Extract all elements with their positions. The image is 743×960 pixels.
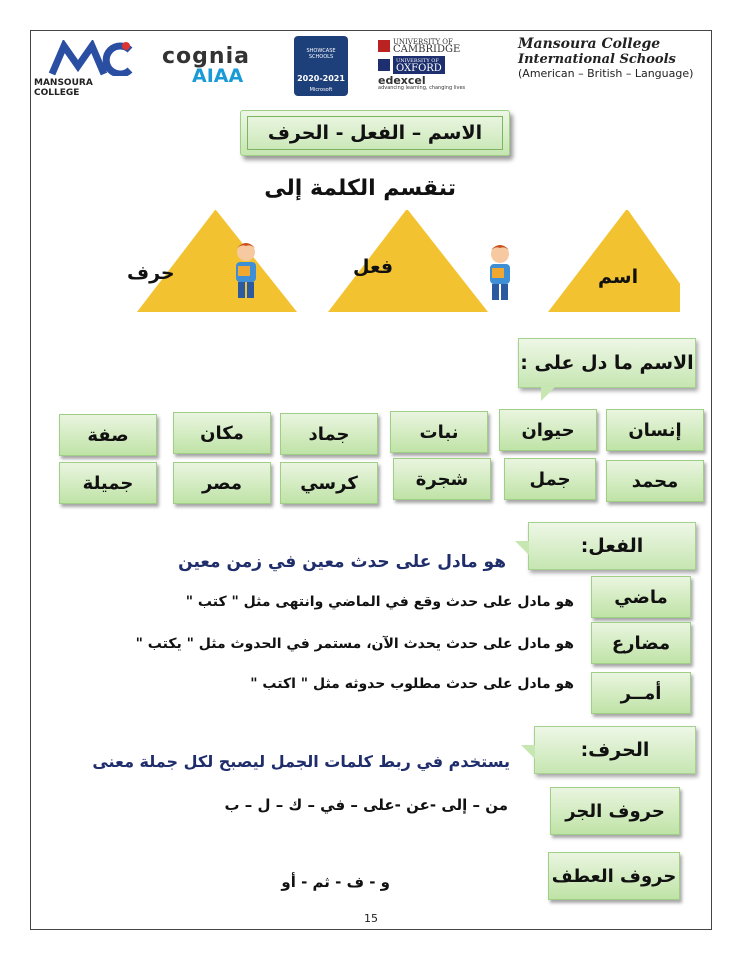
verb-type-label: أمــر xyxy=(591,672,691,714)
verb-type-description: هو مادل على حدث مطلوب حدوثه مثل " اكتب " xyxy=(250,676,574,692)
school-line2: International Schools xyxy=(518,52,676,67)
noun-example: جميلة xyxy=(59,462,157,504)
oxford-row xyxy=(378,56,488,74)
noun-callout: الاسم ما دل على : xyxy=(518,338,696,388)
noun-example: جمل xyxy=(504,458,596,500)
cambridge-name: CAMBRIDGE xyxy=(393,44,461,55)
cambridge-row xyxy=(378,38,488,54)
mc-logo-icon xyxy=(34,40,134,76)
page-number: 15 xyxy=(364,912,378,925)
noun-example: مصر xyxy=(173,462,271,504)
mansoura-logo xyxy=(34,40,134,98)
cognia-sub: AIAA xyxy=(192,65,244,87)
edexcel-name: edexcel xyxy=(378,74,426,87)
verb-type-label: ماضي xyxy=(591,576,691,618)
triangle-label-harf: حرف xyxy=(127,262,175,284)
showcase-badge xyxy=(294,36,348,96)
verb-type-label: مضارع xyxy=(591,622,691,664)
noun-example: كرسي xyxy=(280,462,378,504)
noun-example: محمد xyxy=(606,460,704,502)
oxford-name: OXFORD xyxy=(396,63,442,74)
noun-category: جماد xyxy=(280,413,378,455)
particle-callout: الحرف: xyxy=(534,726,696,774)
jarr-list: من – إلى -عن -على – في – ك – ل – ب xyxy=(224,796,508,814)
verb-type-description: هو مادل على حدث وقع في الماضي وانتهى مثل " كتب " xyxy=(185,594,574,610)
noun-category: مكان xyxy=(173,412,271,454)
oxford-crest-icon xyxy=(378,59,390,71)
oxford-text xyxy=(393,56,445,74)
oxford-top: UNIVERSITY OF xyxy=(396,58,439,64)
noun-category: إنسان xyxy=(606,409,704,451)
showcase-years: 2020-2021 xyxy=(297,74,345,83)
triangle-harf xyxy=(137,210,297,312)
boy-icon xyxy=(230,240,262,302)
cognia-logo xyxy=(162,44,272,94)
school-name-block xyxy=(518,36,708,80)
school-line3: (American – British – Language) xyxy=(518,67,694,80)
noun-category: حيوان xyxy=(499,409,597,451)
mansoura-logo-text: MANSOURA COLLEGE xyxy=(34,78,93,98)
triangle-label-ism: اسم xyxy=(598,266,639,288)
verb-type-description: هو مادل على حدث يحدث الآن، مستمر في الحدوث مثل " يكتب " xyxy=(135,636,574,652)
boy-icon xyxy=(484,242,516,304)
showcase-line1: SHOWCASE SCHOOLS xyxy=(306,48,336,60)
particle-definition: يستخدم في ربط كلمات الجمل ليصبح لكل جملة معنى xyxy=(92,752,510,771)
triangle-fiil xyxy=(328,210,488,312)
verb-callout: الفعل: xyxy=(528,522,696,570)
cambridge-text xyxy=(393,38,460,54)
school-line1: Mansoura College xyxy=(518,36,661,52)
title-banner-inner xyxy=(247,116,503,150)
showcase-brand: Microsoft xyxy=(309,87,333,93)
noun-example: شجرة xyxy=(393,458,491,500)
title-text: الاسم – الفعل - الحرف xyxy=(267,122,483,144)
triangle-label-fiil: فعل xyxy=(353,256,394,278)
university-logos xyxy=(378,38,488,94)
noun-category: صفة xyxy=(59,414,157,456)
cambridge-crest-icon xyxy=(378,40,390,52)
subtitle: تنقسم الكلمة إلى xyxy=(264,176,456,201)
title-banner xyxy=(240,110,510,156)
verb-definition: هو مادل على حدث معين في زمن معين xyxy=(178,552,506,572)
atf-label: حروف العطف xyxy=(548,852,680,900)
edexcel-tagline: advancing learning, changing lives xyxy=(378,85,466,91)
cognia-name: cognia xyxy=(162,44,250,69)
noun-category: نبات xyxy=(390,411,488,453)
triangle-ism xyxy=(548,210,680,312)
atf-list: و - ف - ثم - أو xyxy=(281,873,390,891)
jarr-label: حروف الجر xyxy=(550,787,680,835)
cambridge-top: UNIVERSITY OF xyxy=(393,38,453,46)
